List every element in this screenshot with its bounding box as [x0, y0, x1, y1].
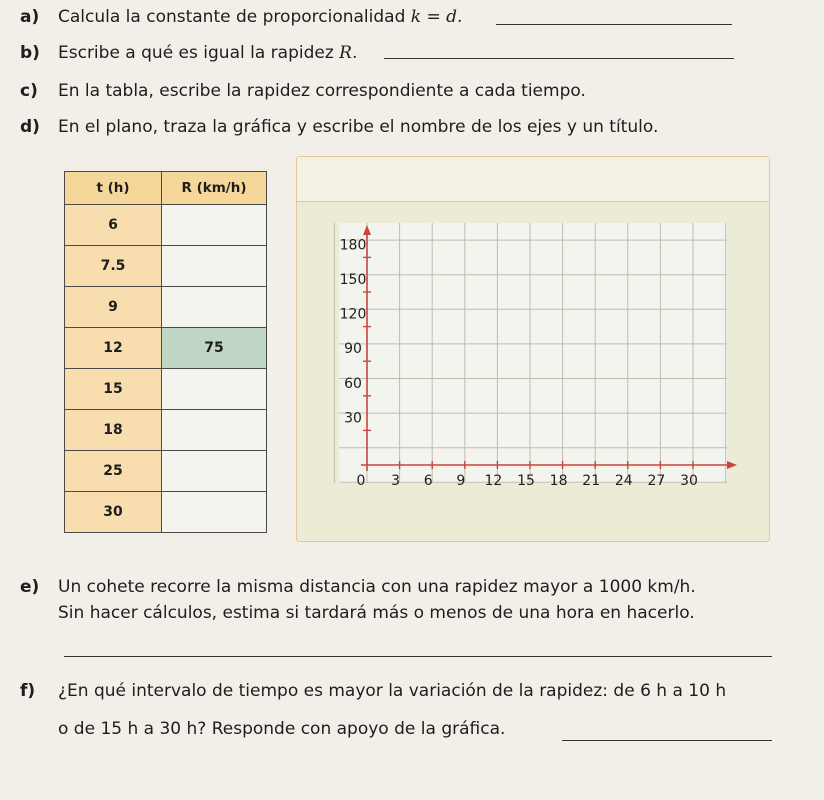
speed-cell[interactable]: [162, 205, 267, 246]
answer-line-e[interactable]: [64, 656, 772, 657]
y-tick-label: 60: [344, 375, 362, 392]
question-f: [20, 680, 726, 702]
question-letter: e): [20, 577, 40, 597]
table-row: [65, 287, 267, 328]
speed-cell[interactable]: [162, 492, 267, 533]
y-tick-label: 30: [344, 410, 362, 427]
question-e-line2: [58, 602, 695, 624]
question-letter: b): [20, 43, 40, 63]
speed-cell: 75: [162, 328, 267, 369]
y-tick-label: 90: [344, 341, 362, 358]
question-a: [20, 6, 462, 28]
question-b: [20, 42, 357, 64]
grid: [334, 223, 727, 483]
x-tick-label: 15: [517, 473, 535, 489]
x-tick-label: 6: [423, 473, 433, 489]
time-speed-table: [64, 171, 267, 533]
y-tick-label: 180: [339, 237, 367, 254]
grid-background: [339, 223, 727, 483]
formula: k = d.: [410, 7, 463, 27]
header-speed: R (km/h): [162, 172, 267, 205]
time-cell: 25: [65, 451, 162, 492]
speed-cell[interactable]: [162, 451, 267, 492]
question-text: En la tabla, escribe la rapidez correspondiente a cada tiempo.: [58, 81, 586, 101]
answer-line-f[interactable]: [562, 740, 772, 741]
time-cell: 18: [65, 410, 162, 451]
answer-line-b[interactable]: [384, 58, 734, 59]
x-axis-arrow: [727, 461, 737, 469]
x-tick-label: 27: [647, 473, 666, 489]
table-row: [65, 328, 267, 369]
question-text-line1: Un cohete recorre la misma distancia con una rapidez mayor a 1000 km/h.: [58, 577, 696, 597]
table-row: [65, 451, 267, 492]
question-d: [20, 116, 658, 138]
y-tick-label: 150: [339, 272, 367, 288]
time-cell: 12: [65, 328, 162, 369]
question-text-line1: ¿En qué intervalo de tiempo es mayor la variación de la rapidez: de 6 h a 10 h: [58, 681, 727, 701]
x-tick-label: 9: [456, 473, 466, 489]
speed-cell[interactable]: [162, 246, 267, 287]
x-tick-label: 21: [582, 473, 601, 489]
x-tick-label: 12: [484, 473, 503, 489]
table-row: [65, 410, 267, 451]
question-text-line2: o de 15 h a 30 h? Responde con apoyo de la gráfica.: [58, 719, 506, 739]
x-tick-label: 24: [614, 473, 633, 489]
question-e: [20, 576, 696, 598]
question-letter: a): [20, 7, 40, 27]
table-row: [65, 246, 267, 287]
question-letter: c): [20, 81, 38, 101]
x-tick-label: 0: [356, 473, 366, 489]
speed-cell[interactable]: [162, 410, 267, 451]
time-cell: 7.5: [65, 246, 162, 287]
x-tick-label: 30: [680, 473, 698, 489]
speed-cell[interactable]: [162, 287, 267, 328]
time-cell: 30: [65, 492, 162, 533]
question-text: Escribe a qué es igual la rapidez: [58, 43, 340, 63]
question-text: Calcula la constante de proporcionalidad: [58, 7, 411, 27]
question-letter: d): [20, 117, 40, 137]
question-c: [20, 80, 586, 102]
y-tick-label: 120: [339, 306, 367, 323]
x-tick-label: 3: [391, 473, 401, 489]
table-row: [65, 492, 267, 533]
x-tick-label: 18: [549, 473, 568, 489]
question-text: En el plano, traza la gráfica y escribe el nombre de los ejes y un título.: [58, 117, 659, 137]
variable-r: R.: [339, 43, 358, 63]
question-f-line2: [58, 718, 505, 740]
speed-cell[interactable]: [162, 369, 267, 410]
time-cell: 6: [65, 205, 162, 246]
graph-panel: [296, 156, 770, 542]
question-letter: f): [20, 681, 36, 701]
time-cell: 15: [65, 369, 162, 410]
table-row: [65, 369, 267, 410]
question-text-line2: Sin hacer cálculos, estima si tardará más o menos de una hora en hacerlo.: [58, 603, 695, 623]
answer-line-a[interactable]: [496, 24, 732, 25]
coordinate-plane[interactable]: [297, 157, 769, 541]
table-row: [65, 205, 267, 246]
header-time: t (h): [65, 172, 162, 205]
table-header-row: [65, 172, 267, 205]
time-cell: 9: [65, 287, 162, 328]
